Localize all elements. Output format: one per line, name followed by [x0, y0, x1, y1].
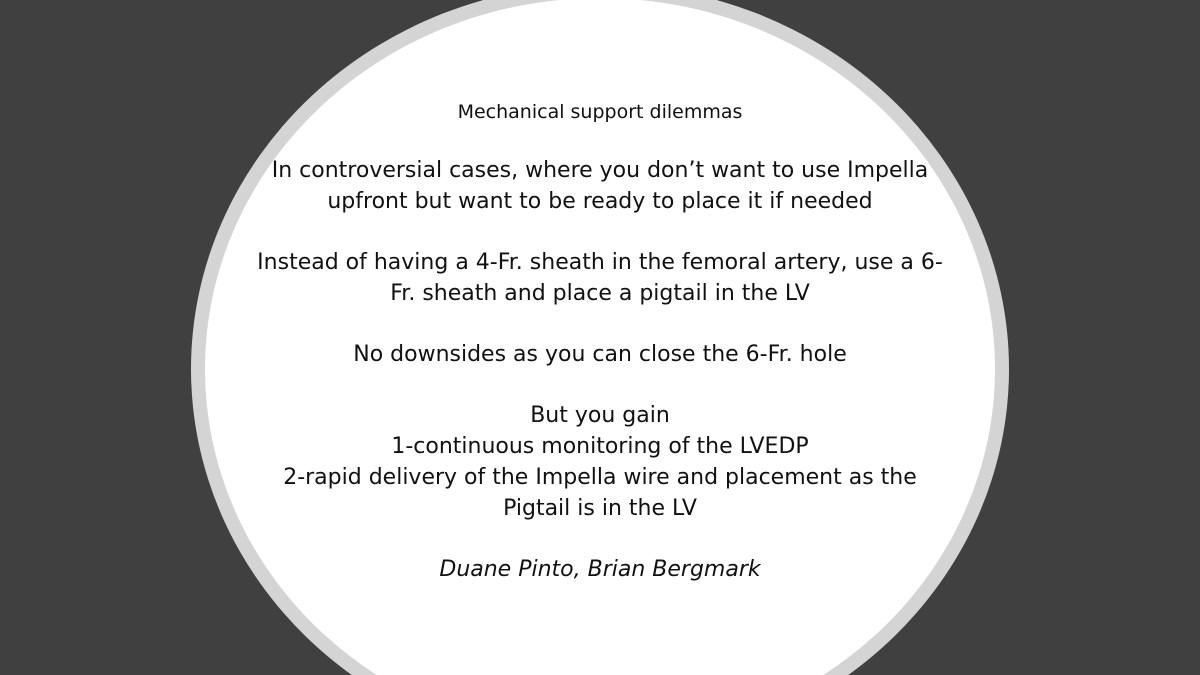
slide-authors: Duane Pinto, Brian Bergmark: [439, 557, 761, 582]
paragraph-line: Instead of having a 4-Fr. sheath in the femoral artery, use a 6-: [257, 250, 943, 275]
paragraph-line: 2-rapid delivery of the Impella wire and placement as the: [283, 465, 917, 490]
paragraph-sheath: [240, 247, 960, 309]
paragraph-no-downsides: No downsides as you can close the 6-Fr. hole: [353, 342, 847, 367]
paragraph-line: Pigtail is in the LV: [503, 496, 697, 521]
paragraph-controversial-cases: [240, 155, 960, 217]
paragraph-gains: [240, 400, 960, 524]
slide-title: Mechanical support dilemmas: [457, 101, 743, 123]
paragraph-line: In controversial cases, where you don’t want to use Impella: [271, 158, 929, 183]
paragraph-line: Fr. sheath and place a pigtail in the LV: [390, 281, 810, 306]
slide-text-block: [240, 97, 960, 585]
paragraph-line: But you gain: [530, 403, 670, 428]
paragraph-line: upfront but want to be ready to place it if needed: [327, 189, 873, 214]
paragraph-line: 1-continuous monitoring of the LVEDP: [391, 434, 809, 459]
